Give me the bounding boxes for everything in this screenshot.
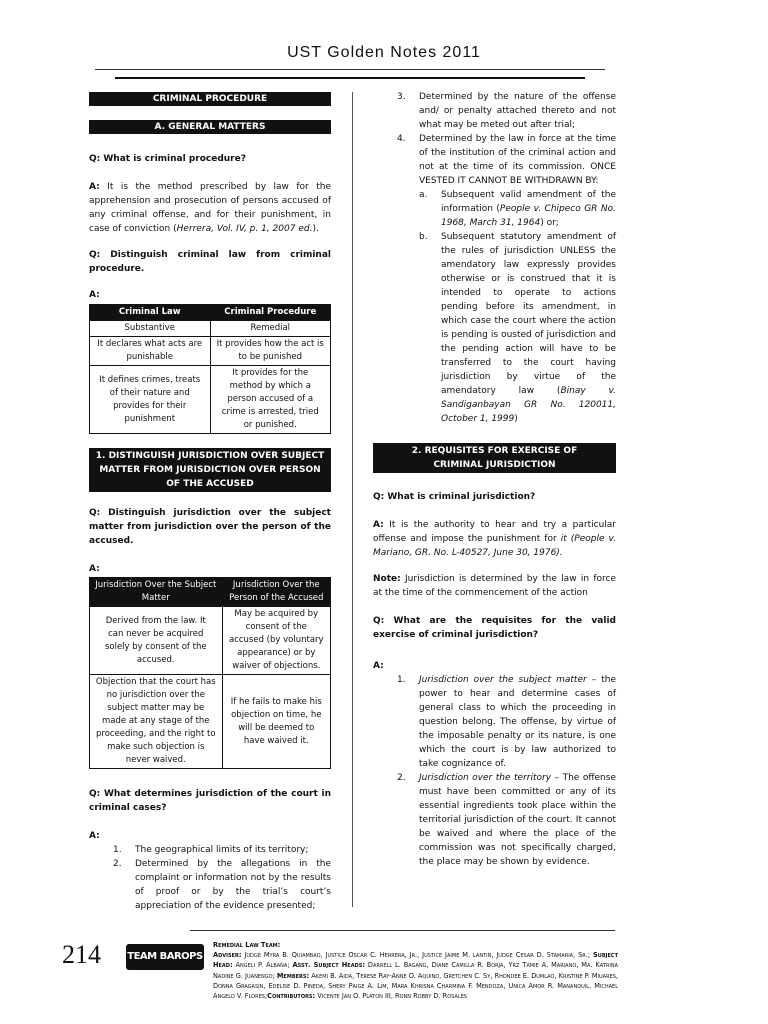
citation: Herrera, Vol. IV, p. 1, 2007 ed. (176, 224, 313, 234)
answer-label: A: (373, 661, 384, 671)
list-number: 2. (113, 859, 122, 869)
right-column (373, 90, 616, 869)
section-bar-distinguish-jurisdiction: 1. DISTINGUISH JURISDICTION OVER SUBJECT MATTER FROM JURISDICTION OVER PERSON OF THE ACCUSED (89, 448, 331, 492)
left-column (89, 90, 331, 913)
table-cell: It declares what acts are punishable (90, 337, 211, 366)
table-row (90, 366, 331, 434)
list-text: Determined by the nature of the offense and/ or penalty attached thereto and not what may be meted out after trial; (419, 92, 616, 130)
list-item (113, 857, 331, 913)
list-number: 4. (397, 134, 406, 144)
page-number: 214 (62, 940, 101, 969)
sub-list-item (419, 230, 616, 426)
citation: People v. Chipeco GR No. 1968, March 31, 1964 (441, 204, 616, 228)
section-bar-general-matters: A. GENERAL MATTERS (89, 120, 331, 134)
answer-criminal-procedure (89, 180, 331, 236)
section-bar-requisites: 2. REQUISITES FOR EXERCISE OF CRIMINAL JURISDICTION (373, 443, 616, 473)
section-bar-criminal-procedure: CRIMINAL PROCEDURE (89, 92, 331, 106)
list-number: 1. (397, 675, 406, 685)
list-text: – The offense must have been committed or any of its essential ingredients took place within the territorial jurisdiction of the court. It cannot be waived and where the place of the commission was not specifically charged, the place may be shown by evidence. (419, 773, 616, 867)
table-cell: May be acquired by consent of the accused (by voluntary appearance) or by waiver of objections. (222, 607, 330, 675)
subject-head-label: Subject Head: (213, 951, 618, 970)
members-label: Members: (276, 971, 310, 980)
header-rule-top (95, 69, 605, 70)
question-requisites: Q: What are the requisites for the valid exercise of criminal jurisdiction? (373, 616, 616, 640)
members-names: Akemi B. Aida, Terese Ray-Anne O. Aquino, Gretchen C. Sy, Rhondee E. Dumlao, Kristine P. Miuares, Donna Gragasin, Edelise D. Pineda, Shery Paige A. Lim, Mara Khrisna Charmina F. Mendoza, Unica Amor R. Mananquil, Michael Angelo V. Flores; (213, 971, 618, 1001)
table-header-cell: Criminal Procedure (210, 305, 331, 321)
contributors-names: Vicente Jan O. Platon III, Ronn Robby D. Rosales (315, 992, 467, 1001)
list-text: Determined by the allegations in the complaint or information not by the results of proof or by the trial’s court’s appreciation of the evidence presented; (135, 859, 331, 911)
answer-label: A: (89, 831, 100, 841)
table-header-cell: Jurisdiction Over the Person of the Accused (222, 578, 330, 607)
question-criminal-jurisdiction: Q: What is criminal jurisdiction? (373, 492, 536, 502)
question-determines-jurisdiction: Q: What determines jurisdiction of the court in criminal cases? (89, 789, 331, 813)
table-row (90, 337, 331, 366)
sub-list-text: Subsequent statutory amendment of the rules of jurisdiction UNLESS the amendatory law expressly provides otherwise or is construed that it is intended to operate to actions pending before its amendment, in which case the court where the action is pending is ousted of jurisdiction and the pending action will have to be transferred to the court having jurisdiction by virtue of the amendatory law ( (441, 232, 616, 396)
question-law-vs-procedure: Q: Distinguish criminal law from criminal procedure. (89, 250, 331, 274)
list-item (113, 843, 331, 857)
footer-rule (190, 930, 615, 931)
team-label: Remedial Law Team: (213, 941, 281, 949)
list-item (397, 90, 616, 132)
contributors-label: Contributors: (267, 992, 316, 1001)
list-item (397, 771, 616, 869)
list-number: 2. (397, 773, 406, 783)
answer-text: It is the method prescribed by law for the apprehension and prosecution of persons accused of any criminal offense, and for their punishment, in case of conviction ( (89, 182, 331, 234)
answer-label: A: (373, 520, 384, 530)
note (373, 572, 616, 600)
sub-list-item (419, 188, 616, 230)
answer-label: A: (89, 182, 100, 192)
table-row (90, 607, 331, 675)
list-text: The geographical limits of its territory; (135, 845, 309, 855)
citation: Binay v. Sandiganbayan GR No. 120011, October 1, 1999 (441, 386, 616, 424)
table-cell: Derived from the law. It can never be acquired solely by consent of the accused. (90, 607, 223, 675)
adviser-label: Adviser: (213, 951, 242, 960)
list-requisites (397, 673, 616, 869)
list-text: – the power to hear and determine cases of general class to which the proceeding in question belong. The offense, by virtue of the imposable penalty or its nature, is one which the court is by law authorized to take cognizance of. (419, 675, 616, 769)
sub-list-end: ) (514, 414, 518, 424)
answer-label: A: (89, 564, 100, 574)
list-number: 3. (397, 92, 406, 102)
list-item (397, 673, 616, 771)
table-header-row (90, 578, 331, 607)
table-row (90, 675, 331, 769)
note-text: Jurisdiction is determined by the law in force at the time of the commencement of the action (373, 574, 616, 598)
table-row (90, 321, 331, 337)
team-credits (213, 940, 618, 1001)
team-barops-logo: TEAM BAROPS (126, 944, 204, 970)
sub-list-letter: a. (419, 190, 428, 200)
sub-list-text: Subsequent valid amendment of the information ( (441, 190, 616, 214)
table-jurisdiction (89, 577, 331, 769)
answer-label: A: (89, 290, 100, 300)
table-cell: It defines crimes, treats of their nature and provides for their punishment (90, 366, 211, 434)
list-text: Determined by the law in force at the time of the institution of the criminal action and not at the time of its commission. ONCE VESTED IT CANNOT BE WITHDRAWN BY: (419, 134, 616, 186)
list-item (397, 132, 616, 426)
table-cell: Remedial (210, 321, 331, 337)
answer-end: ). (312, 224, 319, 234)
question-distinguish-jurisdiction: Q: Distinguish jurisdiction over the subject matter from jurisdiction over the person of the accused. (89, 508, 331, 546)
table-cell: It provides how the act is to be punished (210, 337, 331, 366)
question-criminal-procedure: Q: What is criminal procedure? (89, 154, 246, 164)
header-rule-bottom (115, 77, 585, 79)
table-header-cell: Criminal Law (90, 305, 211, 321)
note-label: Note: (373, 574, 401, 584)
adviser-names: Judge Myra B. Quiambao, Justice Oscar C. Herrera, Jr., Justice Jaime M. lantin, Judge Cesar D. Stamaria, Sr.; (241, 951, 594, 960)
requisite-title: Jurisdiction over the territory (419, 773, 552, 783)
citation: it (People v. Mariano, GR. No. L-40527, June 30, 1976). (373, 534, 616, 558)
sub-list-letter: b. (419, 232, 428, 242)
answer-text: It is the authority to hear and try a particular offense and impose the punishment for (373, 520, 616, 544)
running-header-title: UST Golden Notes 2011 (287, 44, 481, 61)
list-determinants-continued (397, 90, 616, 426)
table-cell: If he fails to make his objection on time, he will be deemed to have waived it. (222, 675, 330, 769)
table-cell: Substantive (90, 321, 211, 337)
column-divider (352, 92, 353, 907)
asst-subject-heads-label: Asst. Subject Heads: (292, 961, 365, 970)
answer-criminal-jurisdiction (373, 518, 616, 560)
table-header-row (90, 305, 331, 321)
sub-list (419, 188, 616, 426)
table-cell: It provides for the method by which a person accused of a crime is arrested, tried or punished. (210, 366, 331, 434)
subject-head-name: Angeli P. Albaña; (232, 961, 293, 970)
table-cell: Objection that the court has no jurisdiction over the subject matter may be made at any stage of the proceeding, and the right to make such objection is never waived. (90, 675, 223, 769)
sub-list-end: ) or; (540, 218, 559, 228)
list-determinants (113, 843, 331, 913)
asst-subject-heads-names: Darrell L. Bagang, Diane Camilla R. Borja, Yrz Tamie A. Mariano, Ma. Katrina Nadine G. Juanengo; (213, 961, 618, 980)
requisite-title: Jurisdiction over the subject matter (419, 675, 587, 685)
table-header-cell: Jurisdiction Over the Subject Matter (90, 578, 223, 607)
list-number: 1. (113, 845, 122, 855)
table-law-vs-procedure (89, 304, 331, 434)
